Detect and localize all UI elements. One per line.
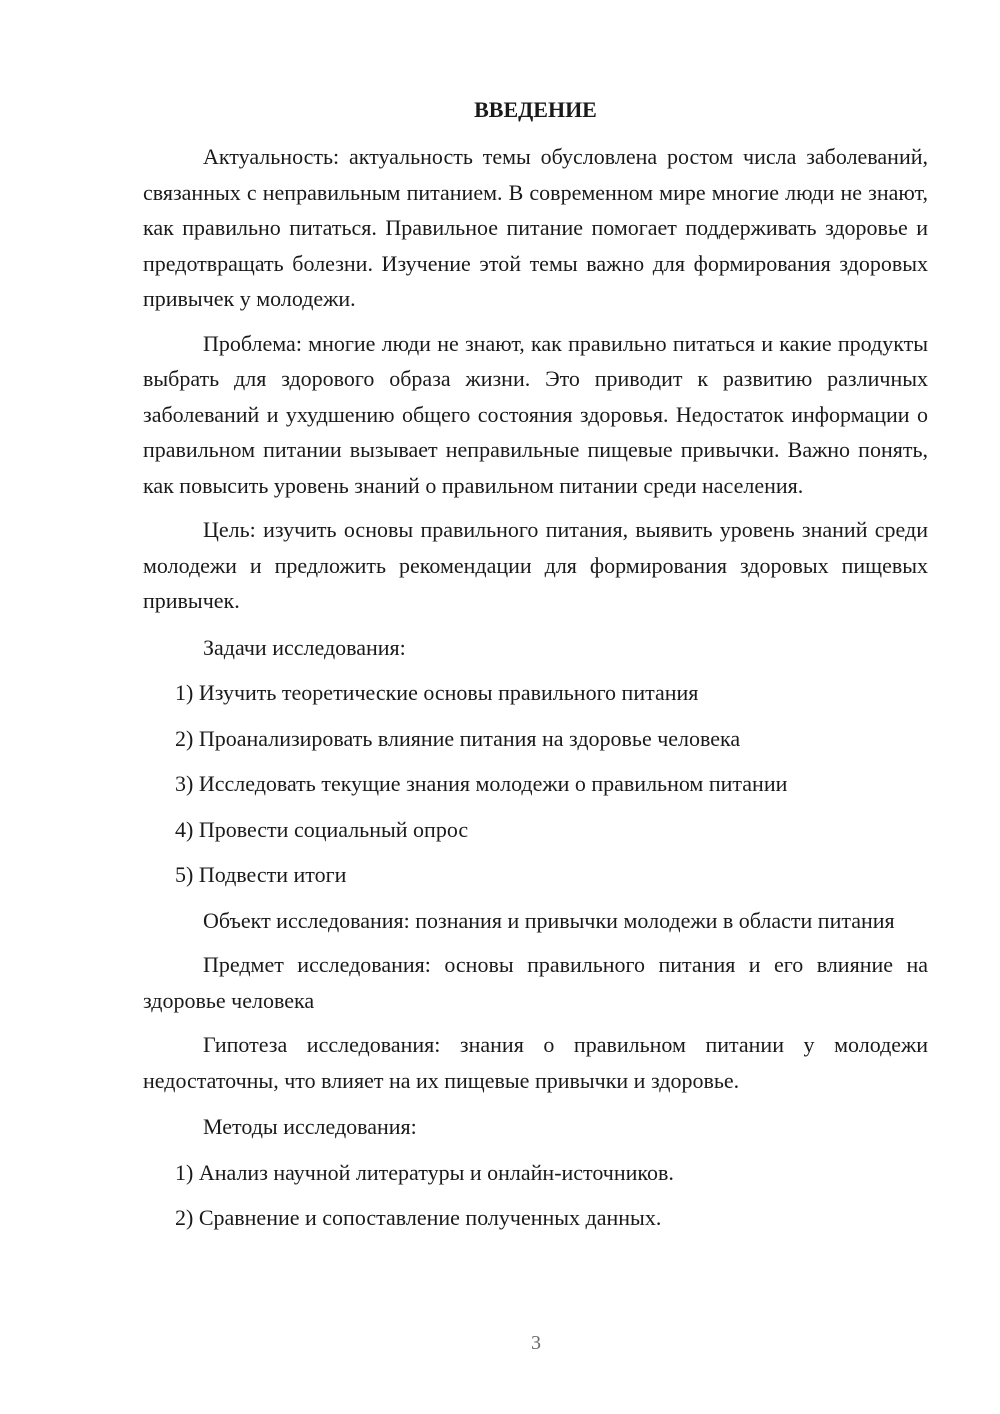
task-item: 3) Исследовать текущие знания молодежи о правильном питании <box>175 771 788 796</box>
task-item: 2) Проанализировать влияние питания на здоровье человека <box>175 725 741 751</box>
paragraph-relevance: Актуальность: актуальность темы обусловлена ростом числа заболеваний, связанных с неправильным питанием. В современном мире многие люди не знают, как правильно питаться. Правильное питание помогает поддерживать здоровье и предотвращать болезни. Изучение этой темы важно для формирования здоровых привычек у молодежи. <box>143 144 928 311</box>
paragraph-problem: Проблема: многие люди не знают, как правильно питаться и какие продукты выбрать для здорового образа жизни. Это приводит к развитию различных заболеваний и ухудшению общего состояния здоровья. Недостаток информации о правильном питании вызывает неправильные пищевые привычки. Важно понять, как повысить уровень знаний о правильном питании среди населения. <box>143 330 928 498</box>
task-item: 1) Изучить теоретические основы правильного питания <box>175 680 699 705</box>
document-page <box>143 92 928 1246</box>
method-item: 2) Сравнение и сопоставление полученных данных. <box>175 1205 662 1230</box>
tasks-label: Задачи исследования: <box>203 634 406 660</box>
task-item: 5) Подвести итоги <box>175 862 347 887</box>
paragraph-object: Объект исследования: познания и привычки молодежи в области питания <box>203 907 895 933</box>
page-number: 3 <box>531 1332 541 1354</box>
methods-label: Методы исследования: <box>203 1114 417 1139</box>
paragraph-goal: Цель: изучить основы правильного питания, выявить уровень знаний среди молодежи и предложить рекомендации для формирования здоровых пищевых привычек. <box>143 517 928 613</box>
paragraph-subject: Предмет исследования: основы правильного питания и его влияние на здоровье человека <box>143 952 928 1013</box>
method-item: 1) Анализ научной литературы и онлайн-источников. <box>175 1159 674 1185</box>
paragraph-hypothesis: Гипотеза исследования: знания о правильном питании у молодежи недостаточны, что влияет на их пищевые привычки и здоровье. <box>143 1032 928 1093</box>
section-heading: ВВЕДЕНИЕ <box>474 97 597 122</box>
task-item: 4) Провести социальный опрос <box>175 816 469 842</box>
